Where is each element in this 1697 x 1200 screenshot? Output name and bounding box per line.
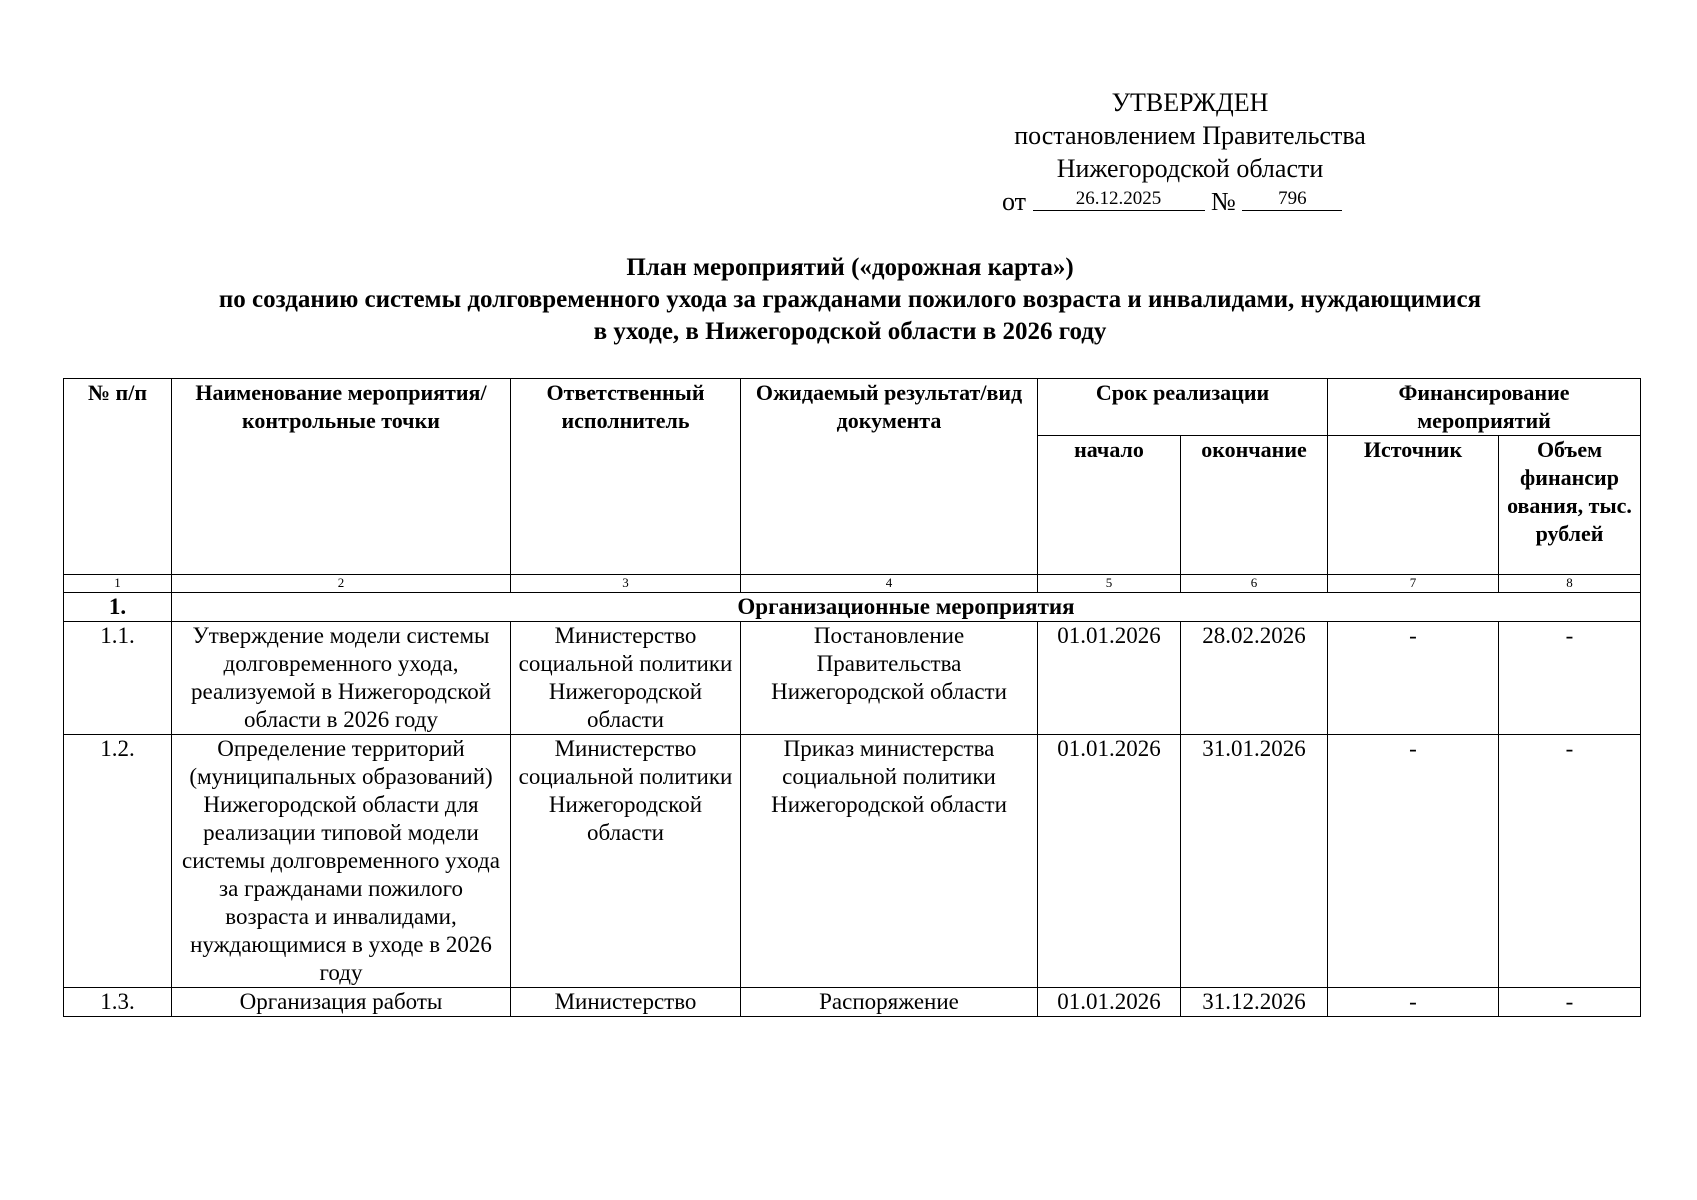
row-name: Организация работы <box>172 988 511 1017</box>
row-executor: Министерство <box>511 988 741 1017</box>
header-result: Ожидаемый результат/вид документа <box>741 379 1038 575</box>
number-label: № <box>1211 187 1236 216</box>
column-number: 2 <box>172 575 511 593</box>
column-number: 5 <box>1038 575 1181 593</box>
column-number: 4 <box>741 575 1038 593</box>
header-executor: Ответственный исполнитель <box>511 379 741 575</box>
row-volume: - <box>1499 735 1641 988</box>
row-start: 01.01.2026 <box>1038 988 1181 1017</box>
roadmap-table <box>63 378 1641 1017</box>
approval-title: УТВЕРЖДЕН <box>1111 88 1269 117</box>
row-result: Приказ министерства социальной политики Нижегородской области <box>741 735 1038 988</box>
column-number: 3 <box>511 575 741 593</box>
row-volume: - <box>1499 988 1641 1017</box>
row-source: - <box>1328 735 1499 988</box>
approval-number: 796 <box>1242 188 1342 211</box>
document-title <box>60 252 1640 348</box>
row-source: - <box>1328 988 1499 1017</box>
row-start: 01.01.2026 <box>1038 735 1181 988</box>
column-number: 6 <box>1181 575 1328 593</box>
section-row <box>64 593 1641 622</box>
row-start: 01.01.2026 <box>1038 622 1181 735</box>
row-executor: Министерство социальной политики Нижегородской области <box>511 622 741 735</box>
row-name: Утверждение модели системы долговременного ухода, реализуемой в Нижегородской области в 2026 году <box>172 622 511 735</box>
row-volume: - <box>1499 622 1641 735</box>
row-result: Распоряжение <box>741 988 1038 1017</box>
header-financing: Финансирование мероприятий <box>1328 379 1641 436</box>
header-source: Источник <box>1328 436 1499 575</box>
table-row <box>64 988 1641 1017</box>
section-title: Организационные мероприятия <box>172 593 1641 622</box>
row-number: 1.1. <box>64 622 172 735</box>
approval-date-row <box>980 185 1400 218</box>
from-label: от <box>1002 187 1027 216</box>
approval-stamp <box>980 86 1400 218</box>
header-start: начало <box>1038 436 1181 575</box>
row-result: Постановление Правительства Нижегородской области <box>741 622 1038 735</box>
table-row <box>64 622 1641 735</box>
row-end: 28.02.2026 <box>1181 622 1328 735</box>
row-end: 31.01.2026 <box>1181 735 1328 988</box>
column-number: 8 <box>1499 575 1641 593</box>
title-line-3: в уходе, в Нижегородской области в 2026 году <box>593 318 1107 345</box>
header-num: № п/п <box>64 379 172 575</box>
approval-date: 26.12.2025 <box>1033 188 1205 211</box>
row-number: 1.3. <box>64 988 172 1017</box>
section-number: 1. <box>64 593 172 622</box>
row-source: - <box>1328 622 1499 735</box>
table-row <box>64 735 1641 988</box>
row-end: 31.12.2026 <box>1181 988 1328 1017</box>
column-number-row <box>64 575 1641 593</box>
title-line-1: План мероприятий («дорожная карта») <box>626 254 1074 281</box>
header-row-top <box>64 379 1641 436</box>
header-name: Наименование мероприятия/ контрольные точки <box>172 379 511 575</box>
header-volume: Объем финансир ования, тыс. рублей <box>1499 436 1641 575</box>
column-number: 1 <box>64 575 172 593</box>
column-number: 7 <box>1328 575 1499 593</box>
header-end: окончание <box>1181 436 1328 575</box>
row-number: 1.2. <box>64 735 172 988</box>
header-period: Срок реализации <box>1038 379 1328 436</box>
row-executor: Министерство социальной политики Нижегородской области <box>511 735 741 988</box>
approval-line-government: постановлением Правительства <box>1014 121 1366 150</box>
title-line-2: по созданию системы долговременного ухода за гражданами пожилого возраста и инвалидами, нуждающимися <box>218 286 1482 313</box>
approval-line-region: Нижегородской области <box>1056 154 1324 183</box>
row-name: Определение территорий (муниципальных образований) Нижегородской области для реализации типовой модели системы долговременного ухода за гражданами пожилого возраста и инвалидами, нуждающимися в уходе в 2026 году <box>172 735 511 988</box>
